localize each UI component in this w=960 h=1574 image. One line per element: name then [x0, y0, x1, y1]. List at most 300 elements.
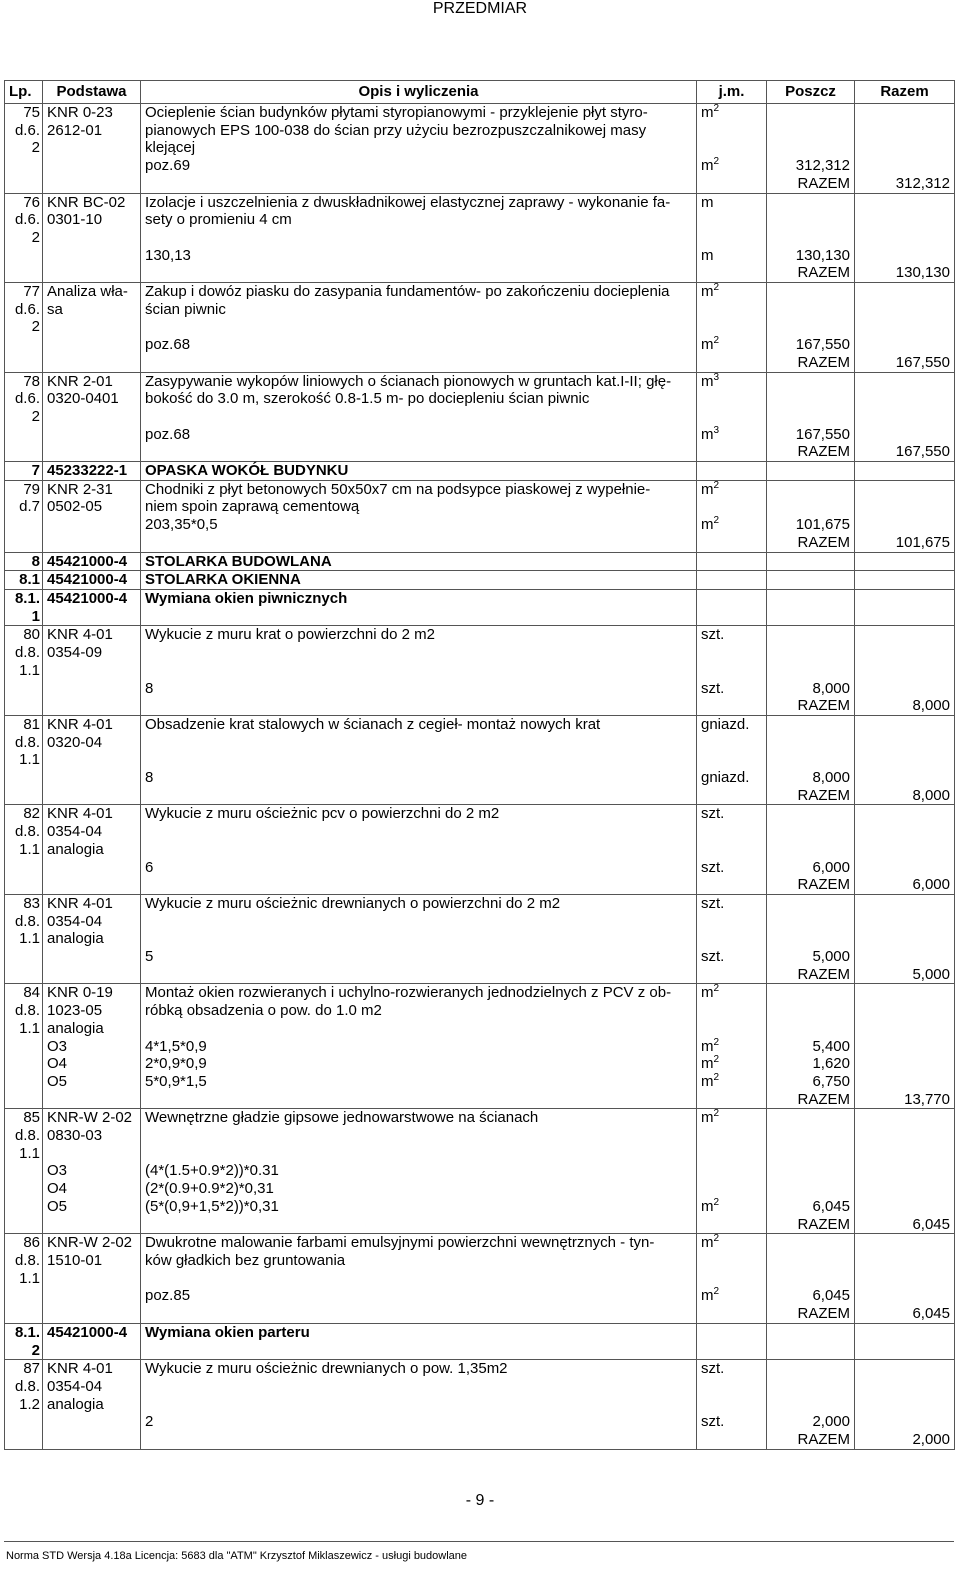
- total-row: [5, 534, 955, 552]
- col-razem: Razem: [855, 81, 955, 104]
- cell-razem: [855, 984, 955, 1038]
- table-row: [5, 1287, 955, 1305]
- cell-opis: 2*0,9*0,9: [141, 1055, 697, 1073]
- cell-lp: [5, 175, 43, 193]
- cell-razem: 167,550: [855, 354, 955, 372]
- cell-razem: 13,770: [855, 1091, 955, 1109]
- total-row: [5, 787, 955, 805]
- cell-razem: [855, 1287, 955, 1305]
- total-row: [5, 1091, 955, 1109]
- cell-opis: 2: [141, 1413, 697, 1431]
- cell-opis: Zakup i dowóz piasku do zasypania fundamentów- po zakończeniu docieplenia ścian piwnic: [141, 283, 697, 337]
- cell-opis: poz.69: [141, 157, 697, 175]
- cell-podstawa: [43, 157, 141, 175]
- cell-lp: [5, 1091, 43, 1109]
- cell-opis: [141, 787, 697, 805]
- cell-opis: [141, 876, 697, 894]
- cell-empty: [855, 552, 955, 571]
- table-row: [5, 247, 955, 265]
- cell-razem: [855, 157, 955, 175]
- cell-poszcz: [767, 894, 855, 948]
- cell-jm: szt.: [697, 680, 767, 698]
- cell-lp: 80 d.8. 1.1: [5, 626, 43, 680]
- cell-podstawa: Analiza wła- sa: [43, 283, 141, 337]
- cell-podstawa: [43, 175, 141, 193]
- cell-lp: [5, 680, 43, 698]
- cell-opis: poz.68: [141, 336, 697, 354]
- cell-opis: Ocieplenie ścian budynków płytami styropianowymi - przyklejenie płyt styro- pianowych EPS 100-038 do ścian przy użyciu bezrozpuszczalnikowej masy klejącej: [141, 104, 697, 158]
- section-row: [5, 571, 955, 590]
- razem-label: RAZEM: [767, 1216, 855, 1234]
- cell-poszcz: 2,000: [767, 1413, 855, 1431]
- cell-jm: $m^2$: [697, 1073, 767, 1091]
- cell-lp: 8.1. 2: [5, 1323, 43, 1359]
- cell-razem: [855, 1055, 955, 1073]
- cell-razem: 5,000: [855, 966, 955, 984]
- cell-podstawa: [43, 1413, 141, 1431]
- cell-lp: [5, 697, 43, 715]
- cell-podstawa: [43, 443, 141, 461]
- table-row: [5, 516, 955, 534]
- cell-lp: 8: [5, 552, 43, 571]
- table-row: [5, 1360, 955, 1414]
- cell-jm: szt.: [697, 894, 767, 948]
- cell-podstawa: KNR-W 2-02 1510-01: [43, 1234, 141, 1288]
- cell-lp: 79 d.7: [5, 480, 43, 516]
- cell-opis: 203,35*0,5: [141, 516, 697, 534]
- cell-opis: [141, 1216, 697, 1234]
- cell-opis: Wykucie z muru ościeżnic drewnianych o pow. 1,35m2: [141, 1360, 697, 1414]
- total-row: [5, 1216, 955, 1234]
- cell-podstawa: KNR BC-02 0301-10: [43, 193, 141, 247]
- cell-lp: [5, 516, 43, 534]
- cell-podstawa: [43, 1431, 141, 1449]
- cell-podstawa: [43, 697, 141, 715]
- cell-jm: m: [697, 247, 767, 265]
- cell-lp: 85 d.8. 1.1: [5, 1109, 43, 1163]
- col-poszcz: Poszcz: [767, 81, 855, 104]
- cell-jm: [697, 1216, 767, 1234]
- cell-opis: 4*1,5*0,9: [141, 1038, 697, 1056]
- cell-lp: [5, 948, 43, 966]
- cell-lp: 8.1. 1: [5, 589, 43, 625]
- cell-lp: [5, 876, 43, 894]
- total-row: [5, 1305, 955, 1323]
- table-row: [5, 1162, 955, 1180]
- cell-opis: [141, 1431, 697, 1449]
- table-row: [5, 1234, 955, 1288]
- col-podstawa: Podstawa: [43, 81, 141, 104]
- cell-jm: [697, 175, 767, 193]
- cell-jm: [697, 787, 767, 805]
- cell-lp: [5, 859, 43, 877]
- cell-opis: poz.85: [141, 1287, 697, 1305]
- cell-empty: [697, 552, 767, 571]
- cell-jm: [697, 1180, 767, 1198]
- cell-razem: 8,000: [855, 697, 955, 715]
- cell-opis: poz.68: [141, 426, 697, 444]
- cell-poszcz: 8,000: [767, 769, 855, 787]
- cell-lp: 7: [5, 462, 43, 481]
- cell-opis: [141, 354, 697, 372]
- table-row: [5, 680, 955, 698]
- razem-label: RAZEM: [767, 175, 855, 193]
- cell-empty: [855, 462, 955, 481]
- razem-label: RAZEM: [767, 443, 855, 461]
- section-row: [5, 552, 955, 571]
- cell-empty: [767, 571, 855, 590]
- table-header-row: [5, 81, 955, 104]
- cell-razem: [855, 1360, 955, 1414]
- cell-podstawa: KNR 4-01 0354-04 analogia: [43, 894, 141, 948]
- cell-podstawa: O3: [43, 1162, 141, 1180]
- cell-poszcz: [767, 1162, 855, 1180]
- footer-license: Norma STD Wersja 4.18a Licencja: 5683 dla "ATM" Krzysztof Miklaszewicz - usługi budowlane: [6, 1550, 468, 1562]
- cell-poszcz: [767, 193, 855, 247]
- table-row: [5, 1038, 955, 1056]
- cell-opis: Montaż okien rozwieranych i uchylno-rozwieranych jednodzielnych z PCV z ob- róbką obsadzenia o pow. do 1.0 m2: [141, 984, 697, 1038]
- cell-opis: Wewnętrzne gładzie gipsowe jednowarstwowe na ścianach: [141, 1109, 697, 1163]
- cell-podstawa: [43, 876, 141, 894]
- cell-opis: [141, 443, 697, 461]
- cell-jm: [697, 443, 767, 461]
- cell-opis: OPASKA WOKÓŁ BUDYNKU: [141, 462, 697, 481]
- cell-podstawa: [43, 354, 141, 372]
- cell-opis: Obsadzenie krat stalowych w ścianach z cegieł- montaż nowych krat: [141, 715, 697, 769]
- cell-lp: 78 d.6. 2: [5, 372, 43, 426]
- cell-podstawa: [43, 769, 141, 787]
- cell-jm: $m^2$: [697, 1234, 767, 1288]
- cell-jm: $m^2$: [697, 1287, 767, 1305]
- cell-empty: [697, 589, 767, 625]
- cell-podstawa: [43, 247, 141, 265]
- cell-poszcz: 1,620: [767, 1055, 855, 1073]
- cell-jm: szt.: [697, 1413, 767, 1431]
- table-row: [5, 336, 955, 354]
- cell-lp: [5, 443, 43, 461]
- cell-jm: [697, 1431, 767, 1449]
- total-row: [5, 966, 955, 984]
- table-row: [5, 372, 955, 426]
- cell-podstawa: [43, 948, 141, 966]
- cell-empty: [767, 462, 855, 481]
- cell-razem: 6,045: [855, 1216, 955, 1234]
- cell-poszcz: 312,312: [767, 157, 855, 175]
- cell-razem: [855, 193, 955, 247]
- cell-lp: [5, 1305, 43, 1323]
- col-opis: Opis i wyliczenia: [141, 81, 697, 104]
- cell-lp: [5, 769, 43, 787]
- cell-podstawa: KNR 4-01 0354-09: [43, 626, 141, 680]
- table-row: [5, 1413, 955, 1431]
- table-row: [5, 104, 955, 158]
- cell-lp: [5, 1431, 43, 1449]
- cell-jm: [697, 534, 767, 552]
- cell-podstawa: 45421000-4: [43, 589, 141, 625]
- cell-opis: [141, 534, 697, 552]
- cell-poszcz: 167,550: [767, 426, 855, 444]
- cell-poszcz: [767, 480, 855, 516]
- cell-jm: [697, 1091, 767, 1109]
- cell-poszcz: [767, 104, 855, 158]
- table-row: [5, 805, 955, 859]
- cell-podstawa: KNR 0-23 2612-01: [43, 104, 141, 158]
- section-row: [5, 1323, 955, 1359]
- cell-lp: 77 d.6. 2: [5, 283, 43, 337]
- table-row: [5, 1109, 955, 1163]
- cell-jm: szt.: [697, 626, 767, 680]
- cell-lp: [5, 247, 43, 265]
- cell-opis: [141, 264, 697, 282]
- cell-opis: (2*(0.9+0.9*2)*0,31: [141, 1180, 697, 1198]
- table-row: [5, 1198, 955, 1216]
- cell-opis: STOLARKA OKIENNA: [141, 571, 697, 590]
- cell-empty: [697, 571, 767, 590]
- cell-opis: Izolacje i uszczelnienia z dwuskładnikowej elastycznej zaprawy - wykonanie fa- sety o promieniu 4 cm: [141, 193, 697, 247]
- cell-razem: 167,550: [855, 443, 955, 461]
- cell-jm: gniazd.: [697, 715, 767, 769]
- cell-lp: [5, 1162, 43, 1180]
- cell-poszcz: [767, 805, 855, 859]
- cell-razem: [855, 426, 955, 444]
- cell-razem: [855, 480, 955, 516]
- cell-poszcz: [767, 715, 855, 769]
- cell-jm: m: [697, 193, 767, 247]
- footer-divider: [4, 1541, 954, 1542]
- section-row: [5, 462, 955, 481]
- cell-lp: [5, 157, 43, 175]
- cell-poszcz: 6,045: [767, 1198, 855, 1216]
- cell-razem: [855, 1234, 955, 1288]
- cell-lp: 75 d.6. 2: [5, 104, 43, 158]
- cell-opis: Wykucie z muru krat o powierzchni do 2 m2: [141, 626, 697, 680]
- cell-lp: 83 d.8. 1.1: [5, 894, 43, 948]
- cell-poszcz: 130,130: [767, 247, 855, 265]
- cell-poszcz: 5,400: [767, 1038, 855, 1056]
- razem-label: RAZEM: [767, 1305, 855, 1323]
- cell-poszcz: [767, 1180, 855, 1198]
- table-row: [5, 1073, 955, 1091]
- cell-podstawa: [43, 1216, 141, 1234]
- cell-razem: [855, 336, 955, 354]
- cell-jm: $m^2$: [697, 283, 767, 337]
- cell-razem: 312,312: [855, 175, 955, 193]
- cell-podstawa: KNR-W 2-02 0830-03: [43, 1109, 141, 1163]
- table-row: [5, 157, 955, 175]
- cell-lp: [5, 787, 43, 805]
- cell-podstawa: [43, 264, 141, 282]
- cell-opis: [141, 1305, 697, 1323]
- cell-razem: [855, 372, 955, 426]
- cell-jm: [697, 264, 767, 282]
- col-jm: j.m.: [697, 81, 767, 104]
- cell-lp: [5, 1287, 43, 1305]
- cell-poszcz: [767, 1234, 855, 1288]
- cell-poszcz: 8,000: [767, 680, 855, 698]
- cell-lp: 87 d.8. 1.2: [5, 1360, 43, 1414]
- cell-podstawa: O4: [43, 1055, 141, 1073]
- cell-razem: [855, 769, 955, 787]
- cell-razem: [855, 516, 955, 534]
- cell-podstawa: 45233222-1: [43, 462, 141, 481]
- razem-label: RAZEM: [767, 354, 855, 372]
- cell-empty: [697, 1323, 767, 1359]
- cell-podstawa: [43, 336, 141, 354]
- cell-opis: [141, 966, 697, 984]
- cell-lp: [5, 1180, 43, 1198]
- cell-jm: $m^2$: [697, 336, 767, 354]
- razem-label: RAZEM: [767, 697, 855, 715]
- razem-label: RAZEM: [767, 1091, 855, 1109]
- cell-jm: szt.: [697, 805, 767, 859]
- cell-razem: [855, 680, 955, 698]
- total-row: [5, 1431, 955, 1449]
- cell-jm: [697, 697, 767, 715]
- cell-opis: [141, 175, 697, 193]
- table-row: [5, 948, 955, 966]
- cell-lp: [5, 426, 43, 444]
- cell-podstawa: 45421000-4: [43, 1323, 141, 1359]
- cell-razem: 130,130: [855, 264, 955, 282]
- cell-jm: $m^2$: [697, 1038, 767, 1056]
- cell-poszcz: [767, 1109, 855, 1163]
- cell-jm: $m^2$: [697, 1109, 767, 1163]
- table-row: [5, 480, 955, 516]
- table-row: [5, 715, 955, 769]
- cell-podstawa: O5: [43, 1073, 141, 1091]
- cell-opis: Wykucie z muru ościeżnic pcv o powierzchni do 2 m2: [141, 805, 697, 859]
- cell-razem: [855, 859, 955, 877]
- cell-jm: [697, 1305, 767, 1323]
- table-row: [5, 283, 955, 337]
- cell-podstawa: KNR 4-01 0354-04 analogia: [43, 1360, 141, 1414]
- cell-podstawa: [43, 787, 141, 805]
- cell-podstawa: 45421000-4: [43, 552, 141, 571]
- cell-podstawa: KNR 2-31 0502-05: [43, 480, 141, 516]
- cell-jm: [697, 354, 767, 372]
- cell-opis: Wymiana okien piwnicznych: [141, 589, 697, 625]
- cell-jm: szt.: [697, 1360, 767, 1414]
- cell-jm: [697, 876, 767, 894]
- total-row: [5, 697, 955, 715]
- cell-poszcz: [767, 984, 855, 1038]
- cell-poszcz: [767, 626, 855, 680]
- page-number: - 9 -: [465, 1492, 495, 1509]
- table-row: [5, 626, 955, 680]
- cell-lp: [5, 1413, 43, 1431]
- cell-razem: 101,675: [855, 534, 955, 552]
- cell-jm: $m^3$: [697, 426, 767, 444]
- cell-opis: (4*(1.5+0.9*2))*0.31: [141, 1162, 697, 1180]
- cell-opis: 6: [141, 859, 697, 877]
- cell-empty: [855, 571, 955, 590]
- table-row: [5, 894, 955, 948]
- cell-razem: [855, 247, 955, 265]
- cell-empty: [767, 589, 855, 625]
- cell-opis: [141, 697, 697, 715]
- cell-jm: gniazd.: [697, 769, 767, 787]
- cell-poszcz: [767, 372, 855, 426]
- total-row: [5, 876, 955, 894]
- total-row: [5, 443, 955, 461]
- cell-empty: [697, 462, 767, 481]
- razem-label: RAZEM: [767, 787, 855, 805]
- cell-opis: Chodniki z płyt betonowych 50x50x7 cm na podsypce piaskowej z wypełnie- niem spoin zaprawą cementową: [141, 480, 697, 516]
- cell-opis: 130,13: [141, 247, 697, 265]
- cell-lp: [5, 336, 43, 354]
- cell-lp: 86 d.8. 1.1: [5, 1234, 43, 1288]
- cell-lp: [5, 354, 43, 372]
- table-row: [5, 984, 955, 1038]
- cell-lp: [5, 264, 43, 282]
- cell-opis: 5*0,9*1,5: [141, 1073, 697, 1091]
- cell-podstawa: O5: [43, 1198, 141, 1216]
- cell-jm: $m^3$: [697, 372, 767, 426]
- cell-jm: $m^2$: [697, 157, 767, 175]
- cell-empty: [767, 1323, 855, 1359]
- table-row: [5, 1055, 955, 1073]
- cell-razem: [855, 894, 955, 948]
- table-row: [5, 769, 955, 787]
- cell-opis: Wymiana okien parteru: [141, 1323, 697, 1359]
- cell-opis: Dwukrotne malowanie farbami emulsyjnymi powierzchni wewnętrznych - tyn- ków gładkich bez gruntowania: [141, 1234, 697, 1288]
- cell-opis: Zasypywanie wykopów liniowych o ścianach pionowych w gruntach kat.I-II; głę- bokość do 3.0 m, szerokość 0.8-1.5 m- po dociepleniu ścian piwnic: [141, 372, 697, 426]
- cell-podstawa: [43, 426, 141, 444]
- section-row: [5, 589, 955, 625]
- cell-podstawa: KNR 0-19 1023-05 analogia: [43, 984, 141, 1038]
- table-row: [5, 859, 955, 877]
- cell-opis: [141, 1091, 697, 1109]
- cell-razem: [855, 283, 955, 337]
- cell-poszcz: 5,000: [767, 948, 855, 966]
- cell-podstawa: [43, 1091, 141, 1109]
- cell-podstawa: O3: [43, 1038, 141, 1056]
- cell-jm: $m^2$: [697, 1055, 767, 1073]
- cell-poszcz: 167,550: [767, 336, 855, 354]
- cell-jm: szt.: [697, 948, 767, 966]
- cell-empty: [855, 1323, 955, 1359]
- cell-razem: [855, 104, 955, 158]
- cost-estimate-table: [4, 80, 955, 1450]
- cell-jm: $m^2$: [697, 104, 767, 158]
- cell-podstawa: [43, 516, 141, 534]
- cell-jm: $m^2$: [697, 1198, 767, 1216]
- table-body: [5, 104, 955, 1450]
- cell-lp: 76 d.6. 2: [5, 193, 43, 247]
- cell-lp: [5, 966, 43, 984]
- cell-lp: 8.1: [5, 571, 43, 590]
- cell-poszcz: 6,045: [767, 1287, 855, 1305]
- cell-lp: [5, 1198, 43, 1216]
- cell-lp: 81 d.8. 1.1: [5, 715, 43, 769]
- cell-podstawa: [43, 1287, 141, 1305]
- total-row: [5, 264, 955, 282]
- total-row: [5, 354, 955, 372]
- cell-jm: $m^2$: [697, 516, 767, 534]
- table-row: [5, 1180, 955, 1198]
- cell-opis: 5: [141, 948, 697, 966]
- cell-jm: [697, 1162, 767, 1180]
- cell-razem: [855, 948, 955, 966]
- cell-podstawa: KNR 4-01 0354-04 analogia: [43, 805, 141, 859]
- cell-jm: $m^2$: [697, 984, 767, 1038]
- cell-podstawa: [43, 859, 141, 877]
- cell-podstawa: KNR 2-01 0320-0401: [43, 372, 141, 426]
- cell-opis: Wykucie z muru ościeżnic drewnianych o powierzchni do 2 m2: [141, 894, 697, 948]
- cell-lp: [5, 1216, 43, 1234]
- cell-razem: [855, 626, 955, 680]
- cell-poszcz: 6,750: [767, 1073, 855, 1091]
